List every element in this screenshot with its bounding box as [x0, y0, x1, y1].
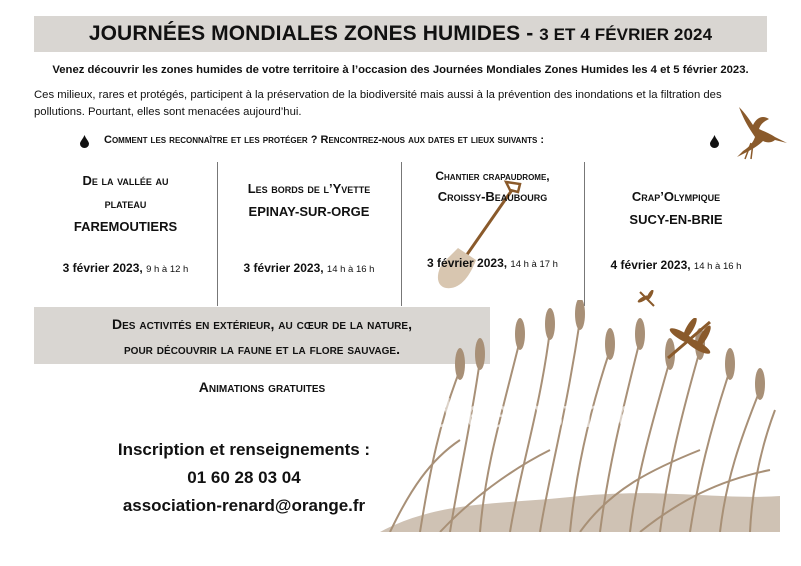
water-drop-icon: [710, 135, 719, 148]
event-title-line: De la vallée au: [82, 173, 169, 188]
event-sucy: [585, 162, 767, 306]
dragonfly-icon: [664, 318, 716, 360]
heron-icon: [731, 103, 789, 161]
event-location: EPINAY-SUR-ORGE: [248, 204, 370, 219]
title-text: JOURNÉES MONDIALES ZONES HUMIDES -: [88, 22, 540, 45]
event-date: 3 février 2023, 14 h à 16 h: [243, 261, 375, 275]
description-text: Ces milieux, rares et protégés, participent à la préservation de la biodiversité mais aussi à la prévention des inondations et la filtration des pollutions. Pourtant, elles sont menacées aujourd’hui.: [34, 89, 722, 118]
dragonfly-icon: [636, 290, 658, 308]
event-location: SUCY-EN-BRIE: [629, 212, 723, 227]
event-hours: 14 h à 17 h: [510, 259, 558, 270]
contact-phone[interactable]: 01 60 28 03 04: [187, 468, 301, 487]
event-title-line: Chantier crapaudrome,: [435, 169, 550, 183]
activities-line: pour découvrir la faune et la flore sauvage.: [124, 341, 400, 357]
event-date: 3 février 2023, 9 h à 12 h: [62, 261, 189, 275]
event-hours: 9 h à 12 h: [146, 264, 189, 275]
free-animations: Animations gratuites: [198, 379, 326, 395]
meet-line: Comment les reconnaître et les protéger ? Rencontrez-nous aux dates et lieux suivants :: [104, 134, 545, 146]
event-faremoutiers: [34, 162, 217, 306]
event-hours: 14 h à 16 h: [693, 261, 742, 272]
title-banner: [34, 16, 767, 52]
event-croissy: [402, 162, 583, 306]
activities-line: Des activités en extérieur, au cœur de la nature,: [112, 316, 412, 332]
event-title-line: Les bords de l’Yvette: [247, 181, 371, 196]
water-drop-icon: [80, 135, 89, 148]
event-hours: 14 h à 16 h: [326, 264, 375, 275]
event-date: 4 février 2023, 14 h à 16 h: [610, 258, 742, 272]
watermark: dreamstime: [430, 392, 639, 436]
title-dates: 3 ET 4 FÉVRIER 2024: [539, 25, 713, 44]
contact-email[interactable]: association-renard@orange.fr: [122, 496, 366, 515]
intro-text: Venez découvrir les zones humides de votre territoire à l’occasion des Journées Mondiales Zones Humides les 4 et 5 février 2023.: [52, 64, 749, 76]
event-title-line: plateau: [104, 196, 147, 211]
page-title: [34, 22, 767, 46]
event-location: Croissy-Beaubourg: [437, 189, 548, 204]
contact-heading: Inscription et renseignements :: [117, 440, 371, 459]
event-date: 3 février 2023, 14 h à 17 h: [427, 256, 558, 270]
event-title-line: Crap’Olympique: [631, 189, 721, 204]
event-location: FAREMOUTIERS: [73, 219, 178, 234]
event-epinay: [218, 162, 400, 306]
